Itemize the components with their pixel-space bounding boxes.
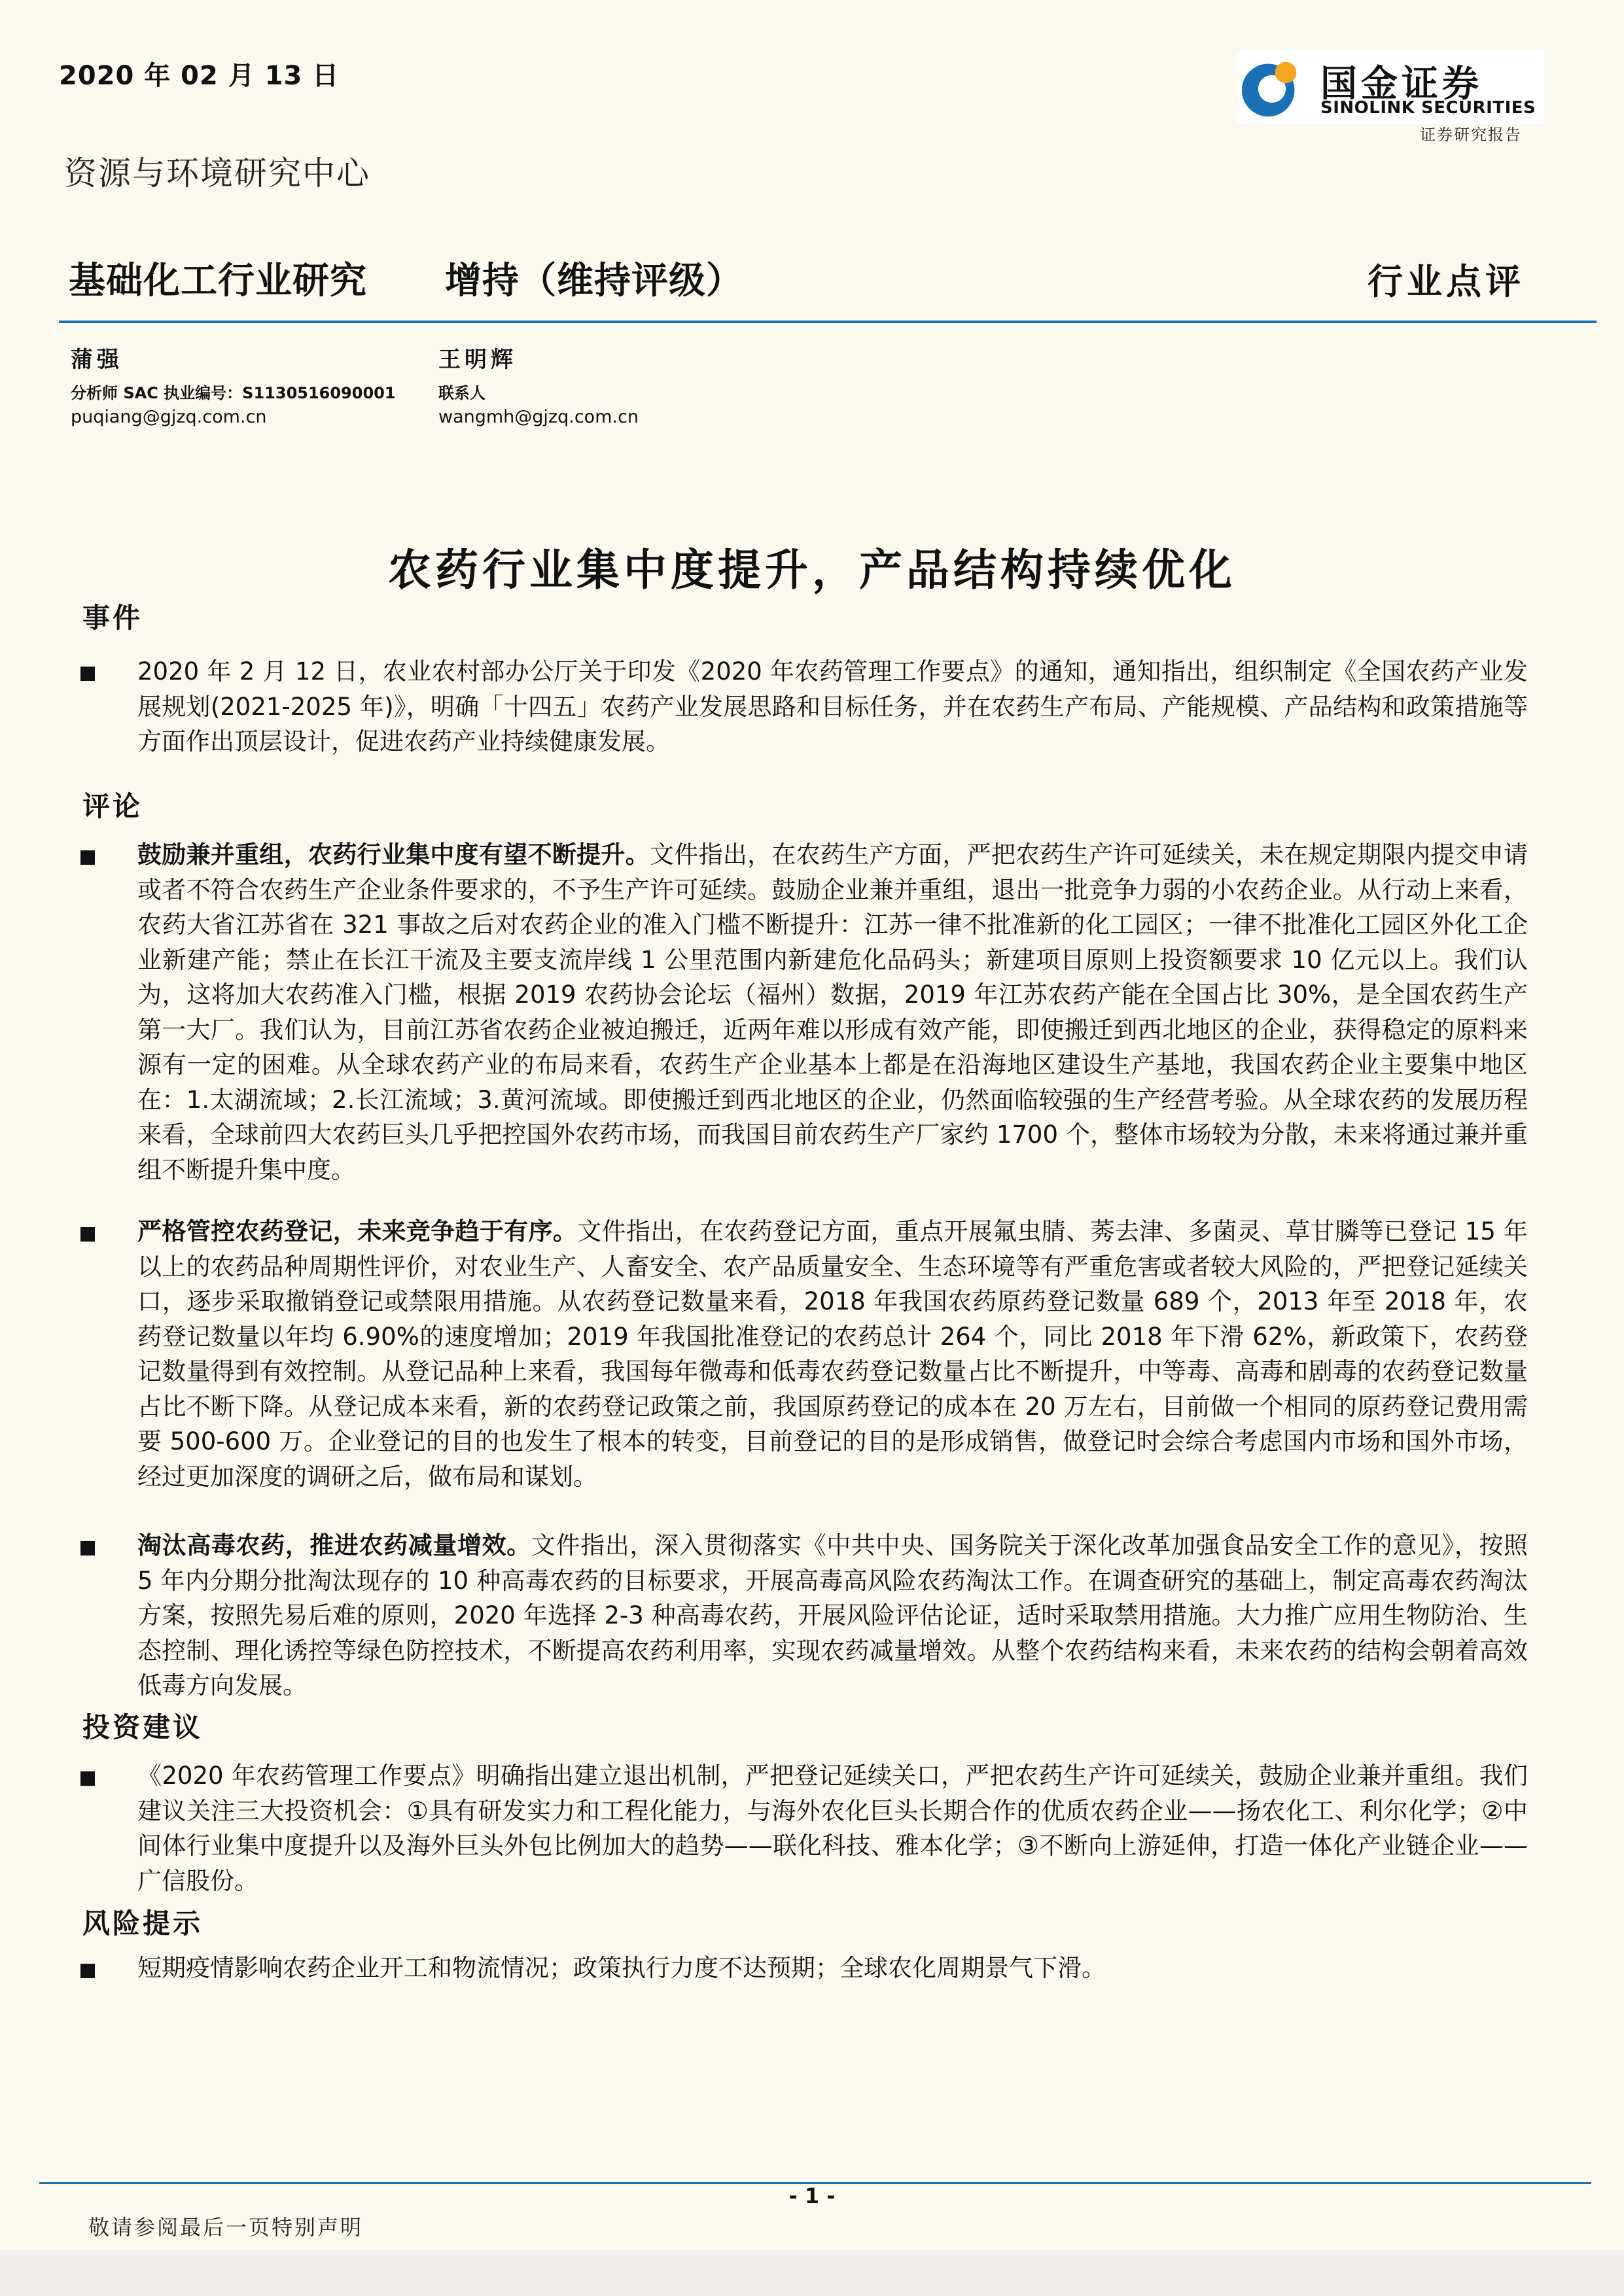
analyst-name: 王明辉 (438, 347, 517, 373)
section-heading-risk: 风险提示 (82, 1907, 203, 1939)
analyst-email[interactable]: puqiang@gjzq.com.cn (71, 407, 267, 427)
page-number: - 1 - (788, 2183, 836, 2208)
investment-paragraph: 《2020 年农药管理工作要点》明确指出建立退出机制，严把登记延续关口，严把农药生产许可延续关，鼓励企业兼并重组。我们建议关注三大投资机会：①具有研发实力和工程化能力，与海外农化巨头长期合作的优质农药企业——扬农化工、利尔化学；②中间体行业集中度提升以及海外巨头外包比例加大的趋势——联化科技、雅本化学；③不断向上游延伸，打造一体化产业链企业——广信股份。 (137, 1762, 1528, 1895)
section-heading-event: 事件 (82, 602, 143, 634)
comment-paragraph-3: 淘汰高毒农药，推进农药减量增效。文件指出，深入贯彻落实《中共中央、国务院关于深化改革加强食品安全工作的意见》，按照 5 年内分期分批淘汰现存的 10 种高毒农药的目标要求，开展高毒高风险农药淘汰工作。在调查研究的基础上，制定高毒农药淘汰方案，按照先易后难的原则，2020 年选择 2-3 种高毒农药，开展风险评估论证，适时采取禁用措施。大力推广应用生物防治、生态控制、理化诱控等绿色防控技术，不断提高农药利用率，实现农药减量增效。从整个农药结构来看，未来农药的结构会朝着高效低毒方向发展。 (137, 1531, 1528, 1699)
paragraph-lead: 淘汰高毒农药，推进农药减量增效。 (137, 1531, 531, 1559)
bullet-icon (80, 1771, 95, 1786)
bullet-icon (80, 667, 95, 681)
sinolink-logo-icon (1239, 56, 1302, 119)
page-bottom-band (0, 2250, 1624, 2296)
comment-paragraph-2: 严格管控农药登记，未来竞争趋于有序。文件指出，在农药登记方面，重点开展氟虫腈、莠去津、多菌灵、草甘膦等已登记 15 年以上的农药品种周期性评价，对农业生产、人畜安全、农产品质量安全、生态环境等有严重危害或者较大风险的，严把登记延续关口，逐步采取撤销登记或禁限用措施。从农药登记数量来看，2018 年我国农药原药登记数量 689 个，2013 年至 2018 年，农药登记数量以年均 6.90%的速度增加；2019 年我国批准登记的农药总计 264 个，同比 2018 年下滑 62%，新政策下，农药登记数量得到有效控制。从登记品种上来看，我国每年微毒和低毒农药登记数量占比不断提升，中等毒、高毒和剧毒的农药登记数量占比不断下降。从登记成本来看，新的农药登记政策之前，我国原药登记的成本在 20 万左右，目前做一个相同的原药登记费用需要 500-600 万。企业登记的目的也发生了根本的转变，目前登记的目的是形成销售，做登记时会综合考虑国内市场和国外市场，经过更加深度的调研之后，做布局和谋划。 (137, 1217, 1528, 1491)
research-center: 资源与环境研究中心 (64, 154, 370, 192)
event-paragraph: 2020 年 2 月 12 日，农业农村部办公厅关于印发《2020 年农药管理工作要点》的通知，通知指出，组织制定《全国农药产业发展规划(2021-2025 年)》，明确「十四五」农药产业发展思路和目标任务，并在农药生产布局、产能规模、产品结构和政策措施等方面作出顶层设计，促进农药产业持续健康发展。 (137, 657, 1528, 756)
risk-paragraph: 短期疫情影响农药企业开工和物流情况；政策执行力度不达预期；全球农化周期景气下滑。 (137, 1954, 1106, 1982)
analyst-block (71, 341, 396, 427)
analyst-email[interactable]: wangmh@gjzq.com.cn (438, 407, 639, 427)
analyst-role: 分析师 SAC 执业编号：S1130516090001 (71, 384, 396, 402)
contact-block (438, 341, 639, 427)
analyst-name: 蒲强 (71, 347, 123, 373)
bullet-icon (80, 1541, 95, 1556)
logo-english-name: SINOLINK SECURITIES (1320, 98, 1536, 118)
report-category: 证券研究报告 (1420, 126, 1522, 144)
bullet-icon (80, 1227, 95, 1242)
paragraph-lead: 严格管控农药登记，未来竞争趋于有序。 (137, 1217, 578, 1245)
section-heading-comment: 评论 (82, 790, 143, 822)
rating-label: 增持（维持评级） (445, 260, 743, 302)
header-divider (59, 321, 1597, 323)
company-logo (1237, 51, 1544, 124)
paragraph-lead: 鼓励兼并重组，农药行业集中度有望不断提升。 (137, 841, 650, 869)
bullet-icon (80, 1964, 95, 1978)
footer-disclaimer: 敬请参阅最后一页特别声明 (88, 2215, 364, 2240)
report-date: 2020 年 02 月 13 日 (59, 61, 340, 91)
analyst-role: 联系人 (438, 384, 485, 402)
logo-chinese-name: 国金证券 (1320, 63, 1483, 105)
report-type: 行业点评 (1368, 260, 1525, 302)
industry-label: 基础化工行业研究 (69, 260, 367, 302)
report-title: 农药行业集中度提升，产品结构持续优化 (388, 544, 1236, 595)
comment-paragraph-1: 鼓励兼并重组，农药行业集中度有望不断提升。文件指出，在农药生产方面，严把农药生产许可延续关，未在规定期限内提交申请或者不符合农药生产企业条件要求的，不予生产许可延续。鼓励企业兼并重组，退出一批竞争力弱的小农药企业。从行动上来看，农药大省江苏省在 321 事故之后对农药企业的准入门槛不断提升：江苏一律不批准新的化工园区；一律不批准化工园区外化工企业新建产能；禁止在长江干流及主要支流岸线 1 公里范围内新建危化品码头；新建项目原则上投资额要求 10 亿元以上。我们认为，这将加大农药准入门槛，根据 2019 农药协会论坛（福州）数据，2019 年江苏农药产能在全国占比 30%，是全国农药生产第一大厂。我们认为，目前江苏省农药企业被迫搬迁，近两年难以形成有效产能，即使搬迁到西北地区的企业，获得稳定的原料来源有一定的困难。从全球农药产业的布局来看，农药生产企业基本上都是在沿海地区建设生产基地，我国农药企业主要集中地区在：1.太湖流域；2.长江流域；3.黄河流域。即使搬迁到西北地区的企业，仍然面临较强的生产经营考验。从全球农药的发展历程来看，全球前四大农药巨头几乎把控国外农药市场，而我国目前农药生产厂家约 1700 个，整体市场较为分散，未来将通过兼并重组不断提升集中度。 (137, 841, 1528, 1184)
section-heading-investment: 投资建议 (82, 1711, 203, 1743)
bullet-icon (80, 850, 95, 865)
